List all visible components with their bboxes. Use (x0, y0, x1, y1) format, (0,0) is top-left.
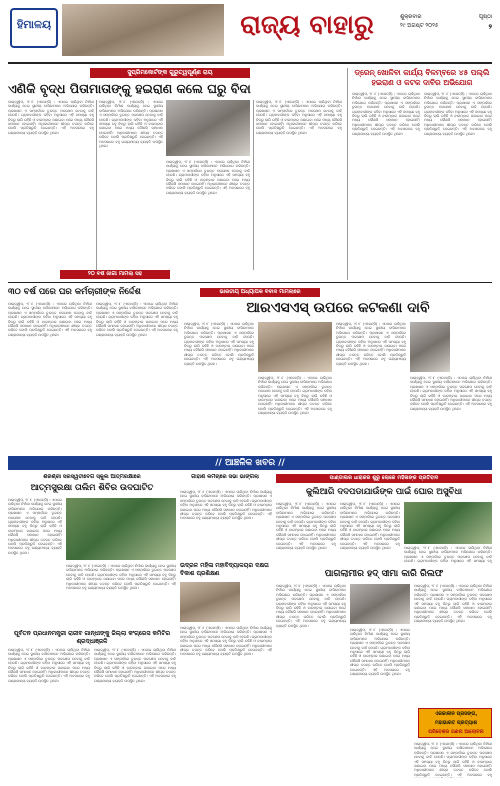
section-title: ରାଜ୍ୟ ବାହାରୁ (240, 10, 374, 40)
divider-1 (8, 282, 492, 283)
sidebar-box-line-3: ପରିବେଶର ଗଣନା ଆଲୋଚନା (428, 729, 484, 735)
story2-body-1: ପାରାଦ୍ୱୀପ, ୨୮।୮ (ଏଜେନ୍ସି) : ଏଠାରେ ଚାଲିଥିବା ନିର୍ମାଣ କାର୍ଯ୍ୟକୁ ନେଇ ସ୍ଥାନୀୟ ବାସିନ୍ଦାମାନେ ଅଭିଯୋଗ କରିଛନ୍ତି। ପ୍ରଶାସନ ଏ ସମ୍ପର୍କରେ ତୁରନ୍ତ ପଦକ୍ଷେପ ନେବାକୁ ଦାବି ହେଉଛି। ଗ୍ରାମବାସୀଙ୍କ କହିବା ଅନୁସାରେ ଏହି ସମସ୍ୟା ବହୁ ଦିନରୁ ଲାଗି ରହିଛି ଓ ବାରମ୍ବାର ଜଣାଇବା ପରେ ମଧ୍ୟ କୌଣସି ସମାଧାନ ହୋଇନାହିଁ। ଅଧିକାରୀମାନେ ଶୀଘ୍ର ତଦନ୍ତ କରିବେ ବୋଲି ପ୍ରତିଶ୍ରୁତି ଦେଇଛନ୍ତି। ଏହି ଅବସରରେ ବହୁ ଗଣ୍ୟମାନ୍ୟ ବ୍ୟକ୍ତି ଉପସ୍ଥିତ ଥିଲେ। (8, 302, 92, 337)
story2-kicker: ଭାରତୀୟ ଅଧ୍ୟାପକ ବିବାଦ ମାମଲାରେ (219, 289, 301, 295)
story-c-body-3: ପାରାଦ୍ୱୀପ, ୨୮।୮ (ଏଜେନ୍ସି) : ଏଠାରେ ଚାଲିଥିବା ନିର୍ମାଣ କାର୍ଯ୍ୟକୁ ନେଇ ସ୍ଥାନୀୟ ବାସିନ୍ଦାମାନେ ଅଭିଯୋଗ କରିଛନ୍ତି। ପ୍ରଶାସନ ଏ ସମ୍ପର୍କରେ ତୁରନ୍ତ ପଦକ୍ଷେପ ନେବାକୁ ଦାବି ହେଉଛି। ଗ୍ରାମବାସୀଙ୍କ କହିବା ଅନୁସାରେ ଏହି ସମସ୍ୟା ବହୁ (404, 546, 492, 564)
story-c-kicker-box (276, 474, 492, 483)
page-number: ୨ (488, 23, 492, 31)
lead-continue: ୨୦ ବର୍ଷ ଜାଗା ମାମଲା ସହ (88, 271, 142, 277)
page-label: ପୃଷ୍ଠା (478, 14, 492, 20)
story2-right-body-4: ପାରାଦ୍ୱୀପ, ୨୮।୮ (ଏଜେନ୍ସି) : ଏଠାରେ ଚାଲିଥିବା ନିର୍ମାଣ କାର୍ଯ୍ୟକୁ ନେଇ ସ୍ଥାନୀୟ ବାସିନ୍ଦାମାନେ ଅଭିଯୋଗ କରିଛନ୍ତି। ପ୍ରଶାସନ ଏ ସମ୍ପର୍କରେ ତୁରନ୍ତ ପଦକ୍ଷେପ ନେବାକୁ ଦାବି ହେଉଛି। ଗ୍ରାମବାସୀଙ୍କ କହିବା ଅନୁସାରେ ଏହି ସମସ୍ୟା ବହୁ ଦିନରୁ ଲାଗି ରହିଛି ଓ ବାରମ୍ବାର ଜଣାଇବା ପରେ ମଧ୍ୟ କୌଣସି ସମାଧାନ ହୋଇନାହିଁ। ଅଧିକାରୀମାନେ ଶୀଘ୍ର ତଦନ୍ତ କରିବେ ବୋଲି ପ୍ରତିଶ୍ରୁତି ଦେଇଛନ୍ତି। ଏହି ଅବସରରେ ବହୁ ଗଣ୍ୟମାନ୍ୟ ବ୍ୟକ୍ତି ଉପସ୍ଥିତ ଥିଲେ। (410, 376, 492, 411)
story2-headline: ୩୦ ବର୍ଷ ପରେ ଘର କର୍ମଚାରୀଙ୍କ ନିର୍ଦ୍ଦେଶ (8, 287, 141, 297)
masthead-collage-image (62, 4, 224, 56)
lead-body-col-3: ପାରାଦ୍ୱୀପ, ୨୮।୮ (ଏଜେନ୍ସି) : ଏଠାରେ ଚାଲିଥିବା ନିର୍ମାଣ କାର୍ଯ୍ୟକୁ ନେଇ ସ୍ଥାନୀୟ ବାସିନ୍ଦାମାନେ ଅଭିଯୋଗ କରିଛନ୍ତି। ପ୍ରଶାସନ ଏ ସମ୍ପର୍କରେ ତୁରନ୍ତ ପଦକ୍ଷେପ ନେବାକୁ ଦାବି ହେଉଛି। ଗ୍ରାମବାସୀଙ୍କ କହିବା ଅନୁସାରେ ଏହି ସମସ୍ୟା ବହୁ ଦିନରୁ ଲାଗି ରହିଛି ଓ ବାରମ୍ବାର ଜଣାଇବା ପରେ ମଧ୍ୟ କୌଣସି ସମାଧାନ ହୋଇନାହିଁ। ଅଧିକାରୀମାନେ ଶୀଘ୍ର ତଦନ୍ତ କରିବେ ବୋଲି ପ୍ରତିଶ୍ରୁତି ଦେଇଛନ୍ତି। ଏହି ଅବସରରେ ବହୁ ଗଣ୍ୟମାନ୍ୟ ବ୍ୟକ୍ତି ଉପସ୍ଥିତ ଥିଲେ। (166, 160, 250, 195)
story2-kicker-box (200, 288, 320, 297)
weekday: ଶୁକ୍ରବାର (400, 14, 422, 20)
story-c-headline: କୁଲିଆଗି ଦଦପଡାଯାଉଁଙ୍କ ପାଇଁ ଘୋର ଅସୁବିଧା (305, 487, 463, 497)
story-e-body-3: ପାରାଦ୍ୱୀପ, ୨୮।୮ (ଏଜେନ୍ସି) : ଏଠାରେ ଚାଲିଥିବା ନିର୍ମାଣ କାର୍ଯ୍ୟକୁ ନେଇ ସ୍ଥାନୀୟ ବାସିନ୍ଦାମାନେ ଅଭିଯୋଗ କରିଛନ୍ତି। ପ୍ରଶାସନ ଏ ସମ୍ପର୍କରେ ତୁରନ୍ତ ପଦକ୍ଷେପ ନେବାକୁ ଦାବି ହେଉଛି। ଗ୍ରାମବାସୀଙ୍କ କହିବା ଅନୁସାରେ ଏହି ସମସ୍ୟା ବହୁ ଦିନରୁ ଲାଗି ରହିଛି ଓ ବାରମ୍ବାର ଜଣାଇବା ପରେ ମଧ୍ୟ କୌଣସି ସମାଧାନ ହୋଇନାହିଁ। ଅଧିକାରୀମାନେ ଶୀଘ୍ର ତଦନ୍ତ କରିବେ ବୋଲି ପ୍ରତିଶ୍ରୁତି ଦେଇଛନ୍ତି। ଏହି ଅବସରରେ ବହୁ ଗଣ୍ୟମାନ୍ୟ ବ୍ୟକ୍ତି ଉପସ୍ଥିତ ଥିଲେ। (414, 584, 492, 624)
lead-headline: ଏଣିକି ବୃଦ୍ଧ ପିତାମାତାଙ୍କୁ ହଇରାଣ କଲେ ଘରୁ ବିଦା (8, 81, 251, 96)
regional-banner-label: // ଆଞ୍ଚଳିକ ଖବର // (215, 458, 285, 468)
right-top-body-2: ପାରାଦ୍ୱୀପ, ୨୮।୮ (ଏଜେନ୍ସି) : ଏଠାରେ ଚାଲିଥିବା ନିର୍ମାଣ କାର୍ଯ୍ୟକୁ ନେଇ ସ୍ଥାନୀୟ ବାସିନ୍ଦାମାନେ ଅଭିଯୋଗ କରିଛନ୍ତି। ପ୍ରଶାସନ ଏ ସମ୍ପର୍କରେ ତୁରନ୍ତ ପଦକ୍ଷେପ ନେବାକୁ ଦାବି ହେଉଛି। ଗ୍ରାମବାସୀଙ୍କ କହିବା ଅନୁସାରେ ଏହି ସମସ୍ୟା ବହୁ ଦିନରୁ ଲାଗି ରହିଛି ଓ ବାରମ୍ବାର ଜଣାଇବା ପରେ ମଧ୍ୟ କୌଣସି ସମାଧାନ ହୋଇନାହିଁ। ଅଧିକାରୀମାନେ ଶୀଘ୍ର ତଦନ୍ତ କରିବେ ବୋଲି ପ୍ରତିଶ୍ରୁତି ଦେଇଛନ୍ତି। ଏହି ଅବସରରେ ବହୁ ଗଣ୍ୟମାନ୍ୟ ବ୍ୟକ୍ତି ଉପସ୍ଥିତ ଥିଲେ। (424, 92, 492, 136)
sidebar-box-line-1: ଏକକାଳୀନ ପ୍ରସଙ୍ଗ, (434, 711, 478, 717)
sidebar-box (418, 708, 492, 738)
sidebar-box-line-2: ମହାଭାରତ ପ୍ରତ୍ୟାଶ (434, 720, 478, 726)
story-c-kicker: ପାଣ୍ଡାଲର ଧାରାକର ଶୁରୁ ଲୋକେ ମହିଳାଙ୍କ ପ୍ରତିବାଦ (329, 475, 439, 481)
story-a-kicker: ଶରିଶ୍ରୀ ସରସ୍ୱତୀବେଗ ସ୍କୁଲ ଆତ୍ମରକ୍ଷାରେ (43, 474, 141, 480)
story-f-headline: ପୂର୍ବତନ ପ୍ରଧାନମନ୍ତ୍ରୀ ରାଜୀବ ଗାନ୍ଧୀଙ୍କୁ ଜିଲ୍ଲା କଂଗ୍ରେସ କମିଟିର ଶ୍ରଦ୍ଧାଞ୍ଜଳି (13, 630, 171, 645)
masthead (0, 0, 500, 62)
lead-kicker: ସୁପ୍ରିମକୋର୍ଟଙ୍କ ଗୁରୁତ୍ୱପୂର୍ଣ୍ଣ ରାୟ (127, 69, 213, 76)
story-b-body: ପାରାଦ୍ୱୀପ, ୨୮।୮ (ଏଜେନ୍ସି) : ଏଠାରେ ଚାଲିଥିବା ନିର୍ମାଣ କାର୍ଯ୍ୟକୁ ନେଇ ସ୍ଥାନୀୟ ବାସିନ୍ଦାମାନେ ଅଭିଯୋଗ କରିଛନ୍ତି। ପ୍ରଶାସନ ଏ ସମ୍ପର୍କରେ ତୁରନ୍ତ ପଦକ୍ଷେପ ନେବାକୁ ଦାବି ହେଉଛି। ଗ୍ରାମବାସୀଙ୍କ କହିବା ଅନୁସାରେ ଏହି ସମସ୍ୟା ବହୁ ଦିନରୁ ଲାଗି ରହିଛି ଓ ବାରମ୍ବାର ଜଣାଇବା ପରେ ମଧ୍ୟ କୌଣସି ସମାଧାନ ହୋଇନାହିଁ। ଅଧିକାରୀମାନେ ଶୀଘ୍ର ତଦନ୍ତ କରିବେ ବୋଲି ପ୍ରତିଶ୍ରୁତି ଦେଇଛନ୍ତି। ଏହି ଅବସରରେ ବହୁ ଗଣ୍ୟମାନ୍ୟ ବ୍ୟକ୍ତି ଉପସ୍ଥିତ ଥିଲେ। (180, 490, 272, 521)
supreme-court-photo (166, 100, 250, 156)
speaker-photo (410, 322, 450, 372)
story-a-body-1: ପାରାଦ୍ୱୀପ, ୨୮।୮ (ଏଜେନ୍ସି) : ଏଠାରେ ଚାଲିଥିବା ନିର୍ମାଣ କାର୍ଯ୍ୟକୁ ନେଇ ସ୍ଥାନୀୟ ବାସିନ୍ଦାମାନେ ଅଭିଯୋଗ କରିଛନ୍ତି। ପ୍ରଶାସନ ଏ ସମ୍ପର୍କରେ ତୁରନ୍ତ ପଦକ୍ଷେପ ନେବାକୁ ଦାବି ହେଉଛି। ଗ୍ରାମବାସୀଙ୍କ କହିବା ଅନୁସାରେ ଏହି ସମସ୍ୟା ବହୁ ଦିନରୁ ଲାଗି ରହିଛି ଓ ବାରମ୍ବାର ଜଣାଇବା ପରେ ମଧ୍ୟ କୌଣସି ସମାଧାନ ହୋଇନାହିଁ। ଅଧିକାରୀମାନେ ଶୀଘ୍ର ତଦନ୍ତ କରିବେ ବୋଲି ପ୍ରତିଶ୍ରୁତି ଦେଇଛନ୍ତି। ଏହି ଅବସରରେ ବହୁ ଗଣ୍ୟମାନ୍ୟ ବ୍ୟକ୍ତି ଉପସ୍ଥିତ ଥିଲେ। (8, 498, 62, 555)
lead-continue-box (60, 270, 170, 279)
right-top-body-1: ପାରାଦ୍ୱୀପ, ୨୮।୮ (ଏଜେନ୍ସି) : ଏଠାରେ ଚାଲିଥିବା ନିର୍ମାଣ କାର୍ଯ୍ୟକୁ ନେଇ ସ୍ଥାନୀୟ ବାସିନ୍ଦାମାନେ ଅଭିଯୋଗ କରିଛନ୍ତି। ପ୍ରଶାସନ ଏ ସମ୍ପର୍କରେ ତୁରନ୍ତ ପଦକ୍ଷେପ ନେବାକୁ ଦାବି ହେଉଛି। ଗ୍ରାମବାସୀଙ୍କ କହିବା ଅନୁସାରେ ଏହି ସମସ୍ୟା ବହୁ ଦିନରୁ ଲାଗି ରହିଛି ଓ ବାରମ୍ବାର ଜଣାଇବା ପରେ ମଧ୍ୟ କୌଣସି ସମାଧାନ ହୋଇନାହିଁ। ଅଧିକାରୀମାନେ ଶୀଘ୍ର ତଦନ୍ତ କରିବେ ବୋଲି ପ୍ରତିଶ୍ରୁତି ଦେଇଛନ୍ତି। ଏହି ଅବସରରେ ବହୁ ଗଣ୍ୟମାନ୍ୟ ବ୍ୟକ୍ତି ଉପସ୍ଥିତ ଥିଲେ। (352, 92, 420, 136)
rss-chief-photo (258, 322, 332, 372)
lead-kicker-box (90, 68, 250, 78)
right-top-headline: ଡ୍ରେନ୍ ଖୋଳିବା କାର୍ଯ୍ୟ ବିଳମ୍ବରେ ୪୫ ପଲ୍ଲି ହଇରାଣ ଓ କଟକ ଦାବିର ଅଭିଯୋଗ (354, 68, 490, 87)
logo (10, 8, 58, 48)
regional-banner (8, 456, 492, 470)
story-d-headline: ଉଦ୍ରଳ ମହିଳା ମହାବିଦ୍ୟାଳୟର ଦକ୍ଷତା ବିକାଶ ପ୍ରଶିକ୍ଷଣ (180, 562, 269, 577)
logo-text: ହିମାଳୟ (16, 18, 52, 31)
story-c-body-2: ପାରାଦ୍ୱୀପ, ୨୮।୮ (ଏଜେନ୍ସି) : ଏଠାରେ ଚାଲିଥିବା ନିର୍ମାଣ କାର୍ଯ୍ୟକୁ ନେଇ ସ୍ଥାନୀୟ ବାସିନ୍ଦାମାନେ ଅଭିଯୋଗ କରିଛନ୍ତି। ପ୍ରଶାସନ ଏ ସମ୍ପର୍କରେ ତୁରନ୍ତ ପଦକ୍ଷେପ ନେବାକୁ ଦାବି ହେଉଛି। ଗ୍ରାମବାସୀଙ୍କ କହିବା ଅନୁସାରେ ଏହି ସମସ୍ୟା ବହୁ ଦିନରୁ ଲାଗି ରହିଛି ଓ ବାରମ୍ବାର ଜଣାଇବା ପରେ ମଧ୍ୟ କୌଣସି ସମାଧାନ ହୋଇନାହିଁ। ଅଧିକାରୀମାନେ ଶୀଘ୍ର ତଦନ୍ତ କରିବେ ବୋଲି ପ୍ରତିଶ୍ରୁତି ଦେଇଛନ୍ତି। ଏହି ଅବସରରେ ବହୁ ଗଣ୍ୟମାନ୍ୟ ବ୍ୟକ୍ତି ଉପସ୍ଥିତ ଥିଲେ। (340, 502, 400, 551)
story-e-body-4: ପାରାଦ୍ୱୀପ, ୨୮।୮ (ଏଜେନ୍ସି) : ଏଠାରେ ଚାଲିଥିବା ନିର୍ମାଣ କାର୍ଯ୍ୟକୁ ନେଇ ସ୍ଥାନୀୟ ବାସିନ୍ଦାମାନେ ଅଭିଯୋଗ କରିଛନ୍ତି। ପ୍ରଶାସନ ଏ ସମ୍ପର୍କରେ ତୁରନ୍ତ ପଦକ୍ଷେପ ନେବାକୁ ଦାବି ହେଉଛି। ଗ୍ରାମବାସୀଙ୍କ କହିବା ଅନୁସାରେ ଏହି ସମସ୍ୟା ବହୁ ଦିନରୁ ଲାଗି ରହିଛି ଓ ବାରମ୍ବାର ଜଣାଇବା ପରେ ମଧ୍ୟ କୌଣସି ସମାଧାନ ହୋଇନାହିଁ। ଅଧିକାରୀମାନେ ଶୀଘ୍ର ତଦନ୍ତ କରିବେ ବୋଲି ପ୍ରତିଶ୍ରୁତି ଦେଇଛନ୍ତି। ଏହି ଅବସରରେ ବହୁ (414, 742, 492, 777)
lead-body-col-2: ପାରାଦ୍ୱୀପ, ୨୮।୮ (ଏଜେନ୍ସି) : ଏଠାରେ ଚାଲିଥିବା ନିର୍ମାଣ କାର୍ଯ୍ୟକୁ ନେଇ ସ୍ଥାନୀୟ ବାସିନ୍ଦାମାନେ ଅଭିଯୋଗ କରିଛନ୍ତି। ପ୍ରଶାସନ ଏ ସମ୍ପର୍କରେ ତୁରନ୍ତ ପଦକ୍ଷେପ ନେବାକୁ ଦାବି ହେଉଛି। ଗ୍ରାମବାସୀଙ୍କ କହିବା ଅନୁସାରେ ଏହି ସମସ୍ୟା ବହୁ ଦିନରୁ ଲାଗି ରହିଛି ଓ ବାରମ୍ବାର ଜଣାଇବା ପରେ ମଧ୍ୟ କୌଣସି ସମାଧାନ ହୋଇନାହିଁ। ଅଧିକାରୀମାନେ ଶୀଘ୍ର ତଦନ୍ତ କରିବେ ବୋଲି ପ୍ରତିଶ୍ରୁତି ଦେଇଛନ୍ତି। ଏହି ଅବସରରେ ବହୁ ଗଣ୍ୟମାନ୍ୟ ବ୍ୟକ୍ତି ଉପସ୍ଥିତ ଥିଲେ। (99, 100, 163, 149)
training-photo (180, 582, 240, 622)
story-e-headline: ପାଗଲାମୀର ହଦ୍ ସୀମା କାରି ରିଲଫ (324, 569, 444, 579)
story-e-photo (350, 584, 410, 624)
story-f-body-1: ପାରାଦ୍ୱୀପ, ୨୮।୮ (ଏଜେନ୍ସି) : ଏଠାରେ ଚାଲିଥିବା ନିର୍ମାଣ କାର୍ଯ୍ୟକୁ ନେଇ ସ୍ଥାନୀୟ ବାସିନ୍ଦାମାନେ ଅଭିଯୋଗ କରିଛନ୍ତି। ପ୍ରଶାସନ ଏ ସମ୍ପର୍କରେ ତୁରନ୍ତ ପଦକ୍ଷେପ ନେବାକୁ ଦାବି ହେଉଛି। ଗ୍ରାମବାସୀଙ୍କ କହିବା ଅନୁସାରେ ଏହି ସମସ୍ୟା ବହୁ ଦିନରୁ ଲାଗି ରହିଛି ଓ ବାରମ୍ବାର ଜଣାଇବା ପରେ ମଧ୍ୟ କୌଣସି ସମାଧାନ ହୋଇନାହିଁ। ଅଧିକାରୀମାନେ ଶୀଘ୍ର ତଦନ୍ତ କରିବେ ବୋଲି ପ୍ରତିଶ୍ରୁତି ଦେଇଛନ୍ତି। ଏହି ଅବସରରେ ବହୁ ଗଣ୍ୟମାନ୍ୟ ବ୍ୟକ୍ତି ଉପସ୍ଥିତ ଥିଲେ। (8, 648, 90, 683)
story-b-kicker: ଗାହାଣ କର୍ମଚାରେ ସଭା ଭାଙ୍ଗିଲା (191, 474, 259, 480)
story-f-body-2: ପାରାଦ୍ୱୀପ, ୨୮।୮ (ଏଜେନ୍ସି) : ଏଠାରେ ଚାଲିଥିବା ନିର୍ମାଣ କାର୍ଯ୍ୟକୁ ନେଇ ସ୍ଥାନୀୟ ବାସିନ୍ଦାମାନେ ଅଭିଯୋଗ କରିଛନ୍ତି। ପ୍ରଶାସନ ଏ ସମ୍ପର୍କରେ ତୁରନ୍ତ ପଦକ୍ଷେପ ନେବାକୁ ଦାବି ହେଉଛି। ଗ୍ରାମବାସୀଙ୍କ କହିବା ଅନୁସାରେ ଏହି ସମସ୍ୟା ବହୁ ଦିନରୁ ଲାଗି ରହିଛି ଓ ବାରମ୍ବାର ଜଣାଇବା ପରେ ମଧ୍ୟ କୌଣସି ସମାଧାନ ହୋଇନାହିଁ। ଅଧିକାରୀମାନେ ଶୀଘ୍ର ତଦନ୍ତ କରିବେ ବୋଲି ପ୍ରତିଶ୍ରୁତି ଦେଇଛନ୍ତି। ଏହି ଅବସରରେ ବହୁ ଗଣ୍ୟମାନ୍ୟ ବ୍ୟକ୍ତି ଉପସ୍ଥିତ ଥିଲେ। (94, 648, 176, 683)
story2-right-body-1: ପାରାଦ୍ୱୀପ, ୨୮।୮ (ଏଜେନ୍ସି) : ଏଠାରେ ଚାଲିଥିବା ନିର୍ମାଣ କାର୍ଯ୍ୟକୁ ନେଇ ସ୍ଥାନୀୟ ବାସିନ୍ଦାମାନେ ଅଭିଯୋଗ କରିଛନ୍ତି। ପ୍ରଶାସନ ଏ ସମ୍ପର୍କରେ ତୁରନ୍ତ ପଦକ୍ଷେପ ନେବାକୁ ଦାବି ହେଉଛି। ଗ୍ରାମବାସୀଙ୍କ କହିବା ଅନୁସାରେ ଏହି ସମସ୍ୟା ବହୁ ଦିନରୁ ଲାଗି ରହିଛି ଓ ବାରମ୍ବାର ଜଣାଇବା ପରେ ମଧ୍ୟ କୌଣସି ସମାଧାନ ହୋଇନାହିଁ। ଅଧିକାରୀମାନେ ଶୀଘ୍ର ତଦନ୍ତ କରିବେ ବୋଲି ପ୍ରତିଶ୍ରୁତି ଦେଇଛନ୍ତି। ଏହି ଅବସରରେ ବହୁ ଗଣ୍ୟମାନ୍ୟ ବ୍ୟକ୍ତି ଉପସ୍ଥିତ ଥିଲେ। (184, 322, 254, 366)
flooded-road-photo (404, 502, 492, 544)
story-e-body-1: ପାରାଦ୍ୱୀପ, ୨୮।୮ (ଏଜେନ୍ସି) : ଏଠାରେ ଚାଲିଥିବା ନିର୍ମାଣ କାର୍ଯ୍ୟକୁ ନେଇ ସ୍ଥାନୀୟ ବାସିନ୍ଦାମାନେ ଅଭିଯୋଗ କରିଛନ୍ତି। ପ୍ରଶାସନ ଏ ସମ୍ପର୍କରେ ତୁରନ୍ତ ପଦକ୍ଷେପ ନେବାକୁ ଦାବି ହେଉଛି। ଗ୍ରାମବାସୀଙ୍କ କହିବା ଅନୁସାରେ ଏହି ସମସ୍ୟା ବହୁ ଦିନରୁ ଲାଗି ରହିଛି ଓ ବାରମ୍ବାର ଜଣାଇବା ପରେ ମଧ୍ୟ କୌଣସି ସମାଧାନ ହୋଇନାହିଁ। ଅଧିକାରୀମାନେ ଶୀଘ୍ର ତଦନ୍ତ କରିବେ ବୋଲି ପ୍ରତିଶ୍ରୁତି ଦେଇଛନ୍ତି। ଏହି ଅବସରରେ ବହୁ ଗଣ୍ୟମାନ୍ୟ ବ୍ୟକ୍ତି ଉପସ୍ଥିତ ଥିଲେ। (276, 584, 346, 628)
story-a-headline: ଆତ୍ମସୁରକ୍ଷା ତାଲିମ ଶିବିର ଉଦଘାଟିତ (30, 483, 154, 493)
self-defence-camp-photo (66, 498, 176, 560)
story2-right-body-3: ପାରାଦ୍ୱୀପ, ୨୮।୮ (ଏଜେନ୍ସି) : ଏଠାରେ ଚାଲିଥିବା ନିର୍ମାଣ କାର୍ଯ୍ୟକୁ ନେଇ ସ୍ଥାନୀୟ ବାସିନ୍ଦାମାନେ ଅଭିଯୋଗ କରିଛନ୍ତି। ପ୍ରଶାସନ ଏ ସମ୍ପର୍କରେ ତୁରନ୍ତ ପଦକ୍ଷେପ ନେବାକୁ ଦାବି ହେଉଛି। ଗ୍ରାମବାସୀଙ୍କ କହିବା ଅନୁସାରେ ଏହି ସମସ୍ୟା ବହୁ ଦିନରୁ ଲାଗି ରହିଛି ଓ ବାରମ୍ବାର ଜଣାଇବା ପରେ ମଧ୍ୟ କୌଣସି ସମାଧାନ ହୋଇନାହିଁ। ଅଧିକାରୀମାନେ ଶୀଘ୍ର ତଦନ୍ତ କରିବେ ବୋଲି ପ୍ରତିଶ୍ରୁତି ଦେଇଛନ୍ତି। ଏହି ଅବସରରେ ବହୁ ଗଣ୍ୟମାନ୍ୟ ବ୍ୟକ୍ତି ଉପସ୍ଥିତ ଥିଲେ। (336, 322, 406, 366)
story2-right-headline: ଆରଏସଏସ୍ ଉପରେ କଟକଣା ଦାବି (246, 300, 430, 316)
story-e-body-2: ପାରାଦ୍ୱୀପ, ୨୮।୮ (ଏଜେନ୍ସି) : ଏଠାରେ ଚାଲିଥିବା ନିର୍ମାଣ କାର୍ଯ୍ୟକୁ ନେଇ ସ୍ଥାନୀୟ ବାସିନ୍ଦାମାନେ ଅଭିଯୋଗ କରିଛନ୍ତି। ପ୍ରଶାସନ ଏ ସମ୍ପର୍କରେ ତୁରନ୍ତ ପଦକ୍ଷେପ ନେବାକୁ ଦାବି ହେଉଛି। ଗ୍ରାମବାସୀଙ୍କ କହିବା ଅନୁସାରେ ଏହି ସମସ୍ୟା ବହୁ ଦିନରୁ ଲାଗି ରହିଛି ଓ ବାରମ୍ବାର ଜଣାଇବା ପରେ ମଧ୍ୟ କୌଣସି ସମାଧାନ ହୋଇନାହିଁ। ଅଧିକାରୀମାନେ ଶୀଘ୍ର ତଦନ୍ତ କରିବେ ବୋଲି ପ୍ରତିଶ୍ରୁତି ଦେଇଛନ୍ତି। ଏହି ଅବସରରେ ବହୁ ଗଣ୍ୟମାନ୍ୟ ବ୍ୟକ୍ତି ଉପସ୍ଥିତ ଥିଲେ। (350, 628, 410, 677)
story2-right-body-2: ପାରାଦ୍ୱୀପ, ୨୮।୮ (ଏଜେନ୍ସି) : ଏଠାରେ ଚାଲିଥିବା ନିର୍ମାଣ କାର୍ଯ୍ୟକୁ ନେଇ ସ୍ଥାନୀୟ ବାସିନ୍ଦାମାନେ ଅଭିଯୋଗ କରିଛନ୍ତି। ପ୍ରଶାସନ ଏ ସମ୍ପର୍କରେ ତୁରନ୍ତ ପଦକ୍ଷେପ ନେବାକୁ ଦାବି ହେଉଛି। ଗ୍ରାମବାସୀଙ୍କ କହିବା ଅନୁସାରେ ଏହି ସମସ୍ୟା ବହୁ ଦିନରୁ ଲାଗି ରହିଛି ଓ ବାରମ୍ବାର ଜଣାଇବା ପରେ ମଧ୍ୟ କୌଣସି ସମାଧାନ ହୋଇନାହିଁ। ଅଧିକାରୀମାନେ ଶୀଘ୍ର ତଦନ୍ତ କରିବେ ବୋଲି ପ୍ରତିଶ୍ରୁତି ଦେଇଛନ୍ତି। ଏହି ଅବସରରେ ବହୁ ଗଣ୍ୟମାନ୍ୟ ବ୍ୟକ୍ତି ଉପସ୍ଥିତ ଥିଲେ। (258, 376, 332, 416)
lead-body-col-4: ପାରାଦ୍ୱୀପ, ୨୮।୮ (ଏଜେନ୍ସି) : ଏଠାରେ ଚାଲିଥିବା ନିର୍ମାଣ କାର୍ଯ୍ୟକୁ ନେଇ ସ୍ଥାନୀୟ ବାସିନ୍ଦାମାନେ ଅଭିଯୋଗ କରିଛନ୍ତି। ପ୍ରଶାସନ ଏ ସମ୍ପର୍କରେ ତୁରନ୍ତ ପଦକ୍ଷେପ ନେବାକୁ ଦାବି ହେଉଛି। ଗ୍ରାମବାସୀଙ୍କ କହିବା ଅନୁସାରେ ଏହି ସମସ୍ୟା ବହୁ ଦିନରୁ ଲାଗି ରହିଛି ଓ ବାରମ୍ବାର ଜଣାଇବା ପରେ ମଧ୍ୟ କୌଣସି ସମାଧାନ ହୋଇନାହିଁ। ଅଧିକାରୀମାନେ ଶୀଘ୍ର ତଦନ୍ତ କରିବେ ବୋଲି ପ୍ରତିଶ୍ରୁତି ଦେଇଛନ୍ତି। ଏହି ଅବସରରେ ବହୁ ଗଣ୍ୟମାନ୍ୟ ବ୍ୟକ୍ତି ଉପସ୍ଥିତ ଥିଲେ। (256, 100, 342, 135)
story-a-body-2: ପାରାଦ୍ୱୀପ, ୨୮।୮ (ଏଜେନ୍ସି) : ଏଠାରେ ଚାଲିଥିବା ନିର୍ମାଣ କାର୍ଯ୍ୟକୁ ନେଇ ସ୍ଥାନୀୟ ବାସିନ୍ଦାମାନେ ଅଭିଯୋଗ କରିଛନ୍ତି। ପ୍ରଶାସନ ଏ ସମ୍ପର୍କରେ ତୁରନ୍ତ ପଦକ୍ଷେପ ନେବାକୁ ଦାବି ହେଉଛି। ଗ୍ରାମବାସୀଙ୍କ କହିବା ଅନୁସାରେ ଏହି ସମସ୍ୟା ବହୁ ଦିନରୁ ଲାଗି ରହିଛି ଓ ବାରମ୍ବାର ଜଣାଇବା ପରେ ମଧ୍ୟ କୌଣସି ସମାଧାନ ହୋଇନାହିଁ। ଅଧିକାରୀମାନେ ଶୀଘ୍ର ତଦନ୍ତ କରିବେ ବୋଲି ପ୍ରତିଶ୍ରୁତି ଦେଇଛନ୍ତି। ଏହି ଅବସରରେ ବହୁ ଗଣ୍ୟମାନ୍ୟ ବ୍ୟକ୍ତି ଉପସ୍ଥିତ ଥିଲେ। (66, 564, 176, 591)
masthead-divider (8, 62, 492, 64)
lead-body-col-1: ପାରାଦ୍ୱୀପ, ୨୮।୮ (ଏଜେନ୍ସି) : ଏଠାରେ ଚାଲିଥିବା ନିର୍ମାଣ କାର୍ଯ୍ୟକୁ ନେଇ ସ୍ଥାନୀୟ ବାସିନ୍ଦାମାନେ ଅଭିଯୋଗ କରିଛନ୍ତି। ପ୍ରଶାସନ ଏ ସମ୍ପର୍କରେ ତୁରନ୍ତ ପଦକ୍ଷେପ ନେବାକୁ ଦାବି ହେଉଛି। ଗ୍ରାମବାସୀଙ୍କ କହିବା ଅନୁସାରେ ଏହି ସମସ୍ୟା ବହୁ ଦିନରୁ ଲାଗି ରହିଛି ଓ ବାରମ୍ବାର ଜଣାଇବା ପରେ ମଧ୍ୟ କୌଣସି ସମାଧାନ ହୋଇନାହିଁ। ଅଧିକାରୀମାନେ ଶୀଘ୍ର ତଦନ୍ତ କରିବେ ବୋଲି ପ୍ରତିଶ୍ରୁତି ଦେଇଛନ୍ତି। ଏହି ଅବସରରେ ବହୁ ଗଣ୍ୟମାନ୍ୟ ବ୍ୟକ୍ତି ଉପସ୍ଥିତ ଥିଲେ। (8, 100, 94, 135)
story-d-body: ପାରାଦ୍ୱୀପ, ୨୮।୮ (ଏଜେନ୍ସି) : ଏଠାରେ ଚାଲିଥିବା ନିର୍ମାଣ କାର୍ଯ୍ୟକୁ ନେଇ ସ୍ଥାନୀୟ ବାସିନ୍ଦାମାନେ ଅଭିଯୋଗ କରିଛନ୍ତି। ପ୍ରଶାସନ ଏ ସମ୍ପର୍କରେ ତୁରନ୍ତ ପଦକ୍ଷେପ ନେବାକୁ ଦାବି ହେଉଛି। ଗ୍ରାମବାସୀଙ୍କ କହିବା ଅନୁସାରେ ଏହି ସମସ୍ୟା ବହୁ ଦିନରୁ ଲାଗି ରହିଛି ଓ ବାରମ୍ବାର ଜଣାଇବା ପରେ ମଧ୍ୟ କୌଣସି ସମାଧାନ ହୋଇନାହିଁ। ଅଧିକାରୀମାନେ ଶୀଘ୍ର ତଦନ୍ତ କରିବେ ବୋଲି ପ୍ରତିଶ୍ରୁତି ଦେଇଛନ୍ତି। ଏହି ଅବସରରେ ବହୁ ଗଣ୍ୟମାନ୍ୟ ବ୍ୟକ୍ତି ଉପସ୍ଥିତ ଥିଲେ। (180, 626, 272, 657)
dateline (400, 14, 492, 44)
story2-body-2: ପାରାଦ୍ୱୀପ, ୨୮।୮ (ଏଜେନ୍ସି) : ଏଠାରେ ଚାଲିଥିବା ନିର୍ମାଣ କାର୍ଯ୍ୟକୁ ନେଇ ସ୍ଥାନୀୟ ବାସିନ୍ଦାମାନେ ଅଭିଯୋଗ କରିଛନ୍ତି। ପ୍ରଶାସନ ଏ ସମ୍ପର୍କରେ ତୁରନ୍ତ ପଦକ୍ଷେପ ନେବାକୁ ଦାବି ହେଉଛି। ଗ୍ରାମବାସୀଙ୍କ କହିବା ଅନୁସାରେ ଏହି ସମସ୍ୟା ବହୁ ଦିନରୁ ଲାଗି ରହିଛି ଓ ବାରମ୍ବାର ଜଣାଇବା ପରେ ମଧ୍ୟ କୌଣସି ସମାଧାନ ହୋଇନାହିଁ। ଅଧିକାରୀମାନେ ଶୀଘ୍ର ତଦନ୍ତ କରିବେ ବୋଲି ପ୍ରତିଶ୍ରୁତି ଦେଇଛନ୍ତି। ଏହି ଅବସରରେ ବହୁ ଗଣ୍ୟମାନ୍ୟ ବ୍ୟକ୍ତି ଉପସ୍ଥିତ ଥିଲେ। (96, 302, 178, 337)
story-c-body-1: ପାରାଦ୍ୱୀପ, ୨୮।୮ (ଏଜେନ୍ସି) : ଏଠାରେ ଚାଲିଥିବା ନିର୍ମାଣ କାର୍ଯ୍ୟକୁ ନେଇ ସ୍ଥାନୀୟ ବାସିନ୍ଦାମାନେ ଅଭିଯୋଗ କରିଛନ୍ତି। ପ୍ରଶାସନ ଏ ସମ୍ପର୍କରେ ତୁରନ୍ତ ପଦକ୍ଷେପ ନେବାକୁ ଦାବି ହେଉଛି। ଗ୍ରାମବାସୀଙ୍କ କହିବା ଅନୁସାରେ ଏହି ସମସ୍ୟା ବହୁ ଦିନରୁ ଲାଗି ରହିଛି ଓ ବାରମ୍ବାର ଜଣାଇବା ପରେ ମଧ୍ୟ କୌଣସି ସମାଧାନ ହୋଇନାହିଁ। ଅଧିକାରୀମାନେ ଶୀଘ୍ର ତଦନ୍ତ କରିବେ ବୋଲି ପ୍ରତିଶ୍ରୁତି ଦେଇଛନ୍ତି। ଏହି ଅବସରରେ ବହୁ ଗଣ୍ୟମାନ୍ୟ ବ୍ୟକ୍ତି ଉପସ୍ଥିତ ଥିଲେ। (276, 502, 336, 551)
date: ୨୯ ଅଗଷ୍ଟ ୨୦୨୫ (400, 23, 439, 29)
